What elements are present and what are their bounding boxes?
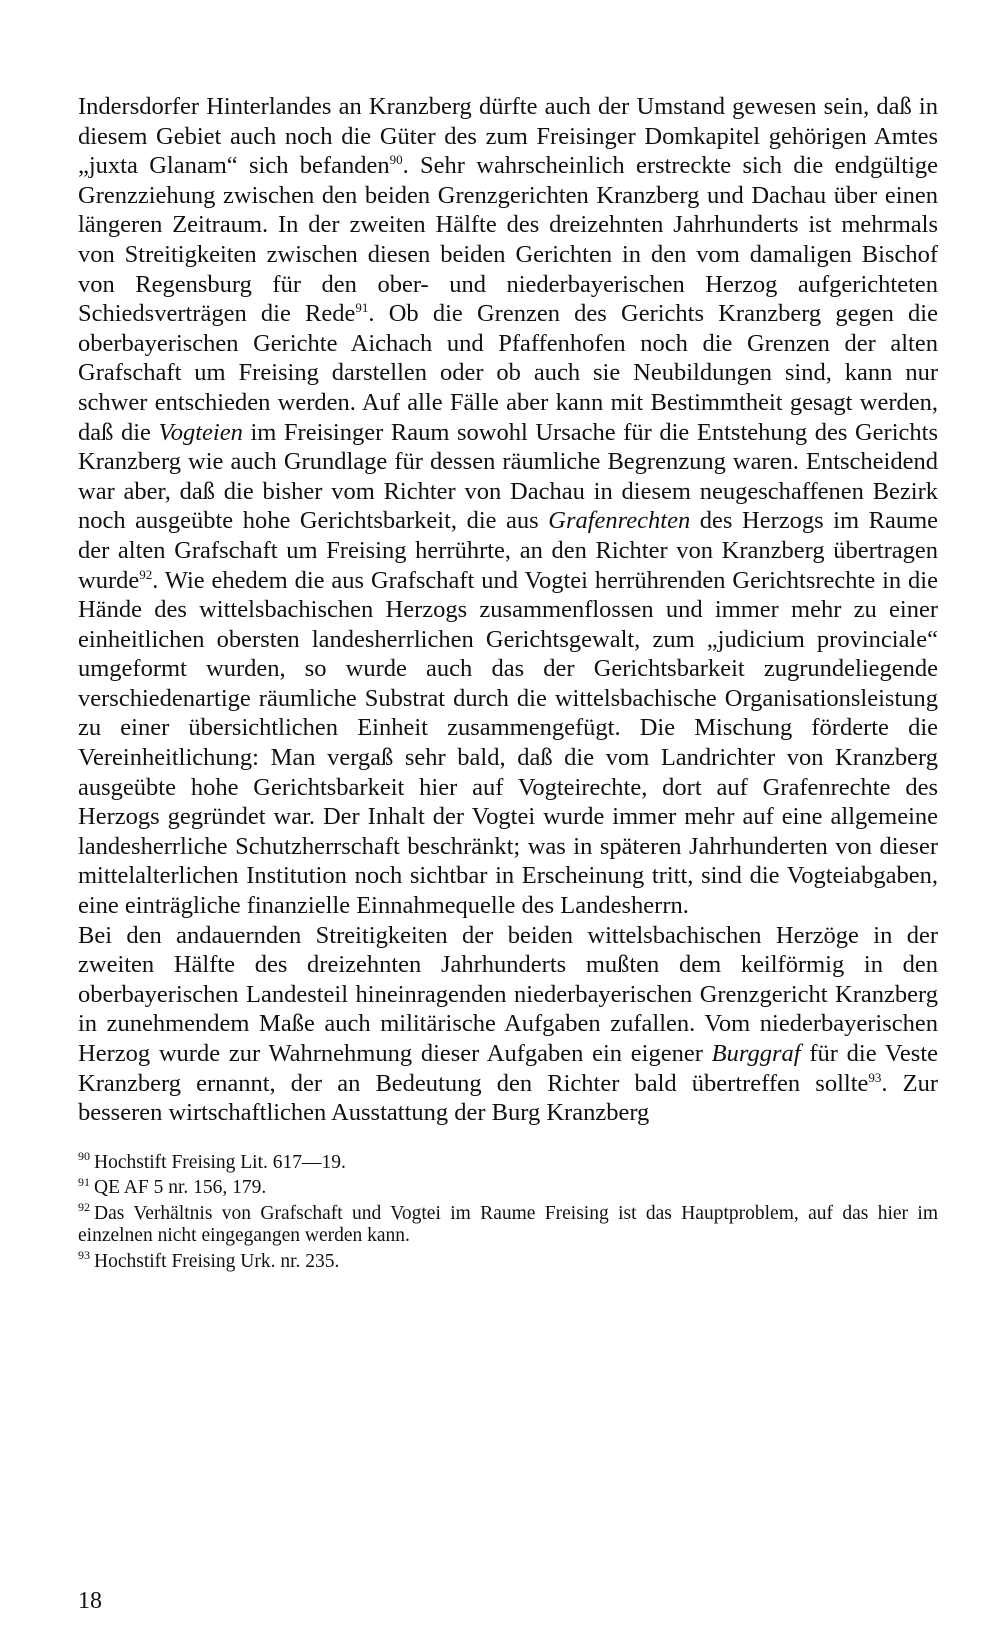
page-number: 18 (78, 1588, 102, 1614)
italic-term: Burggraf (711, 1040, 801, 1067)
footnotes (78, 1149, 938, 1274)
footnote-ref-93: 93 (868, 1069, 882, 1085)
paragraph-1: Indersdorfer Hinterlandes an Kranzberg dürfte auch der Umstand gewesen sein, daß in diesem Gebiet auch noch die Güter des zum Freisinger Domkapitel gehörigen Amtes „juxta Glanam“ sich befanden$^{90}$. Sehr wahrscheinlich erstreckte sich die endgültige Grenzziehung zwischen den beiden Grenzgerichten Kranzberg und Dachau über einen längeren Zeitraum. In der zweiten Hälfte des dreizehnten Jahrhunderts ist mehrmals von Streitigkeiten zwischen diesen beiden Gerichten in den vom damaligen Bischof von Regensburg für den ober- und niederbayerischen Herzog aufgerichteten Schiedsverträgen die Rede$^{91}$. Ob die Grenzen des Gerichts Kranzberg gegen die oberbayerischen Gerichte Aichach und Pfaffenhofen noch die Grenzen der alten Grafschaft um Freising darstellen oder ob auch sie Neubildungen sind, kann nur schwer entschieden werden. Auf alle Fälle aber kann mit Bestimmtheit gesagt werden, daß die Vogteien im Freisinger Raum sowohl Ursache für die Entstehung des Gerichts Kranzberg wie auch Grundlage für dessen räumliche Begrenzung waren. Entscheidend war aber, daß die bisher vom Richter von Dachau in diesem neugeschaffenen Bezirk noch ausgeübte hohe Gerichtsbarkeit, die aus Grafenrechten des Herzogs im Raume der alten Grafschaft um Freising herrührte, an den Richter von Kranzberg übertragen wurde$^{92}$. Wie ehedem die aus Grafschaft und Vogtei herrührenden Gerichtsrechte in die Hände des wittelsbachischen Herzogs zusammenflossen und immer mehr zu einer einheitlichen obersten landesherrlichen Gerichtsgewalt, zum „judicium provinciale“ umgeformt wurden, so wurde auch das der Gerichtsbarkeit zugrundeliegende verschiedenartige räumliche Substrat durch die wittelsbachische Organisationsleistung zu einer übersichtlichen Einheit zusammengefügt. Die Mischung förderte die Vereinheitlichung: Man vergaß sehr bald, daß die vom Landrichter von Kranzberg ausgeübte hohe Gerichtsbarkeit hier auf Vogteirechte, dort auf Grafenrechte des Herzogs gegründet war. Der Inhalt der Vogtei wurde immer mehr auf eine allgemeine landesherrliche Schutzherrschaft beschränkt; was in späteren Jahrhunderten von dieser mittelalterlichen Institution noch sichtbar in Erscheinung tritt, sind die Vogteiabgaben, eine einträgliche finanzielle Einnahmequelle des Landesherrn. (78, 93, 938, 920)
footnote: $^{92}$ Das Verhältnis von Grafschaft und Vogtei im Raume Freising ist das Hauptproblem, auf das hier im einzelnen nicht eingegangen werden kann. (78, 1200, 938, 1247)
footnote-ref-90: 90 (389, 152, 403, 168)
page-body (78, 92, 938, 1276)
italic-term: Grafenrechten (548, 507, 691, 535)
footnote-ref-92: 92 (139, 566, 153, 582)
italic-term: Vogteien (158, 418, 243, 446)
footnote-ref-91: 91 (355, 300, 369, 315)
footnote: $^{93}$ Hochstift Freising Urk. nr. 235. (78, 1248, 340, 1272)
footnote: $^{91}$ QE AF 5 nr. 156, 179. (78, 1174, 267, 1199)
footnote: $^{90}$ Hochstift Freising Lit. 617—19. (78, 1149, 346, 1173)
paragraph-2: Bei den andauernden Streitigkeiten der beiden wittelsbachischen Herzöge in der zweiten Hälfte des dreizehnten Jahrhunderts mußten dem keilförmig in den oberbayerischen Landesteil hineinragenden niederbayerischen Grenzgericht Kranzberg in zunehmendem Maße auch militärische Aufgaben zufallen. Vom niederbayerischen Herzog wurde zur Wahrnehmung dieser Aufgaben ein eigener Burggraf für die Veste Kranzberg ernannt, der an Bedeutung den Richter bald übertreffen sollte$^{93}$. Zur besseren wirtschaftlichen Ausstattung der Burg Kranzberg (78, 921, 939, 1127)
